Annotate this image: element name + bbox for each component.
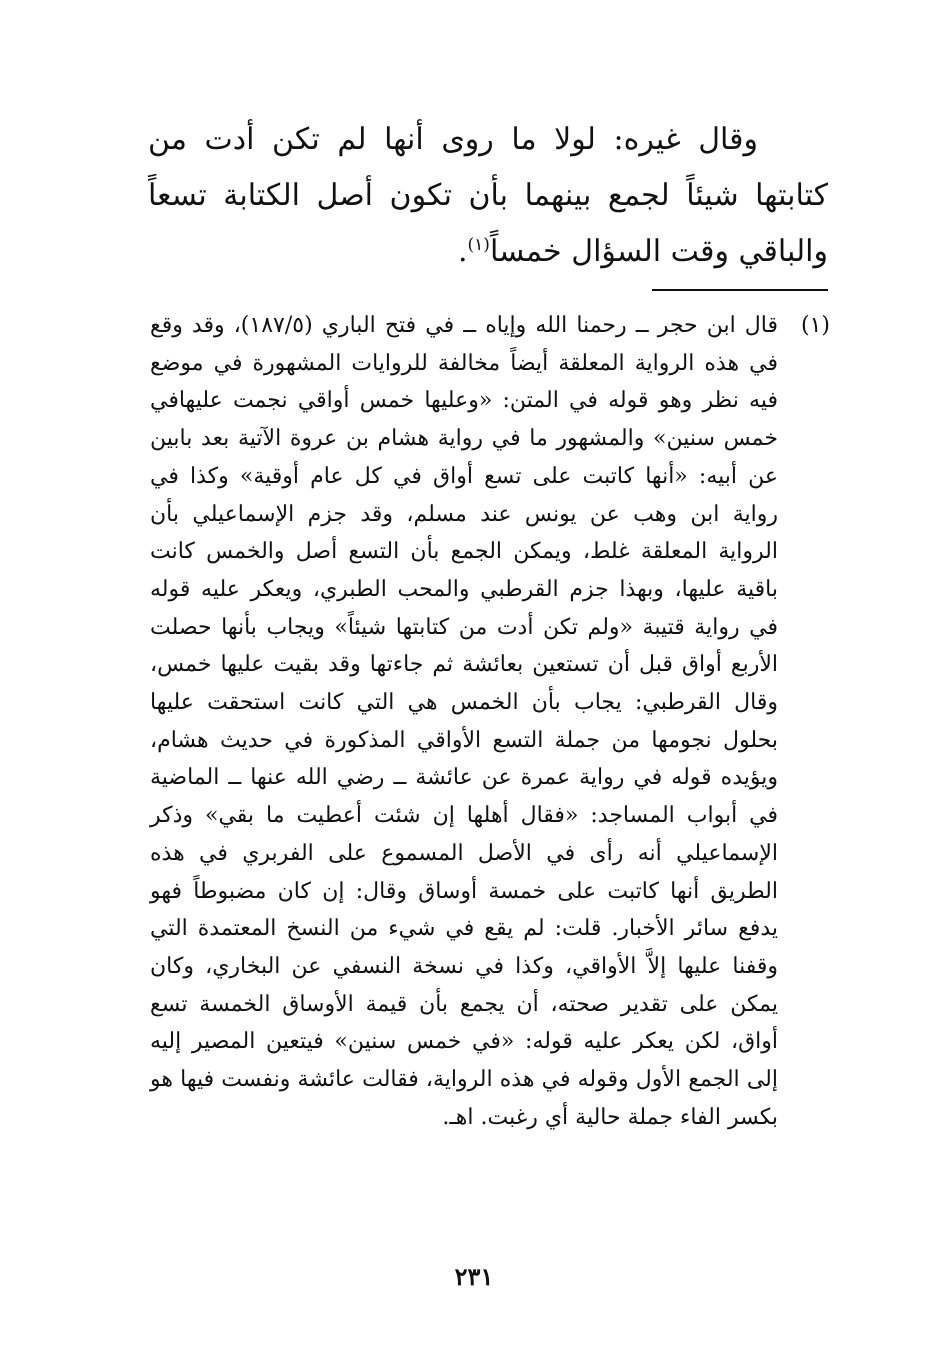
main-text-block (148, 112, 828, 280)
footnote-marker: (١) (800, 313, 830, 338)
main-paragraph-end: . (457, 234, 468, 269)
footnote-block (150, 307, 830, 1136)
main-paragraph (148, 112, 828, 280)
main-paragraph-text: وقال غيره: لولا ما روى أنها لم تكن أدت من كتابتها شيئاً لجمع بينهما بأن تكون أصل الكتابة تسعاً والباقي وقت السؤال خمساً (148, 122, 828, 269)
footnote-divider (652, 289, 828, 291)
footnote-reference[interactable]: (١) (467, 235, 490, 255)
footnote-text: قال ابن حجر ــ رحمنا الله وإياه ــ في فتح الباري (١٨٧/٥)، وقد وقع في هذه الرواية المعلقة أيضاً مخالفة للروايات المشهورة في موضع فيه نظر وهو قوله في المتن: «وعليها خمس أواقي نجمت عليهافي خمس سنين» والمشهور ما في رواية هشام بن عروة الآتية بعد بابين عن أبيه: «أنها كاتبت على تسع أواق في كل عام أوقية» وكذا في رواية ابن وهب عن يونس عند مسلم، وقد جزم الإسماعيلي بأن الرواية المعلقة غلط، ويمكن الجمع بأن التسع أصل والخمس كانت باقية عليها، وبهذا جزم القرطبي والمحب الطبري، ويعكر عليه قوله في رواية قتيبة «ولم تكن أدت من كتابتها شيئاً» ويجاب بأنها حصلت الأربع أواق قبل أن تستعين بعائشة ثم جاءتها وقد بقيت عليها خمس، وقال القرطبي: يجاب بأن الخمس هي التي كانت استحقت عليها بحلول نجومها من جملة التسع الأواقي المذكورة في حديث هشام، ويؤيده قوله في رواية عمرة عن عائشة ــ رضي الله عنها ــ الماضية في أبواب المساجد: «فقال أهلها إن شئت أعطيت ما بقي» وذكر الإسماعيلي أنه رأى في الأصل المسموع على الفربري في هذه الطريق أنها كاتبت على خمسة أوساق وقال: إن كان مضبوطاً فهو يدفع سائر الأخبار. قلت: لم يقع في شيء من النسخ المعتمدة التي وقفنا عليها إلاَّ الأواقي، وكذا في نسخة النسفي عن البخاري، وكان يمكن على تقدير صحته، أن يجمع بأن قيمة الأوساق الخمسة تسع أواق، لكن يعكر عليه قوله: «في خمس سنين» فيتعين المصير إليه إلى الجمع الأول وقوله في هذه الرواية، فقالت عائشة ونفست فيها هو بكسر الفاء جملة حالية أي رغبت. اهـ. (150, 313, 778, 1130)
page-number: ٢٣١ (454, 1262, 494, 1291)
